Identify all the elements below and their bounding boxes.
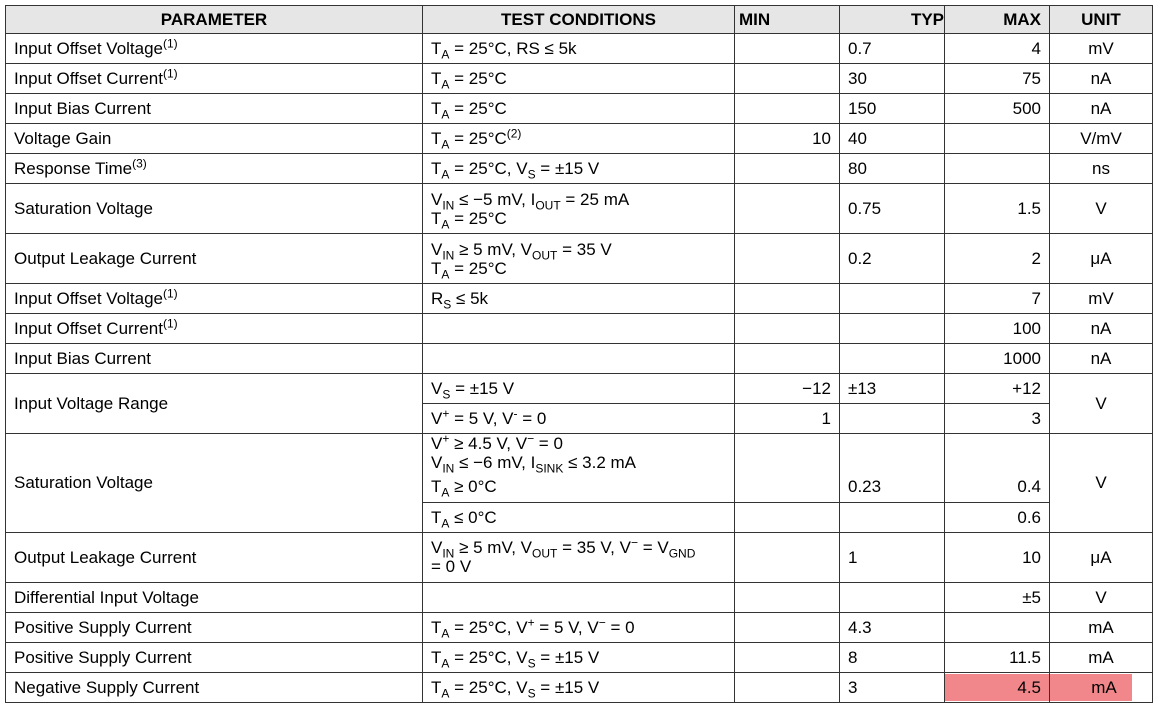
test-condition-cell [423, 314, 735, 344]
test-condition-cell: $T_A = 25^\circ C$, $V_S = \pm 15$ V [423, 672, 735, 702]
min-cell [735, 582, 840, 612]
unit-cell [1050, 672, 1153, 702]
test-condition-cell: $T_A = 25^\circ C$ [423, 94, 735, 124]
max-cell: 1000 [945, 344, 1050, 374]
param-name: Input Bias Current [14, 99, 152, 118]
param-cell [6, 64, 423, 94]
unit-cell: nA [1050, 314, 1153, 344]
max-cell: ±5 [945, 582, 1050, 612]
param-cell [6, 94, 423, 124]
min-cell [735, 64, 840, 94]
test-condition-cell: $V_S = \pm 15$ V [423, 374, 735, 404]
param-name: Input Offset Current [14, 319, 163, 338]
param-name: Saturation Voltage [14, 473, 153, 493]
param-cell [6, 34, 423, 64]
test-condition-cell: $T_A \ge 0^\circ C$ [423, 472, 735, 502]
param-name: Input Voltage Range [14, 394, 169, 413]
max-cell [945, 124, 1050, 154]
table-row [6, 234, 1153, 284]
cell-value: 3 [848, 677, 858, 697]
param-name: Input Offset Current [14, 69, 163, 88]
unit-cell: V [1050, 184, 1153, 234]
footnote-ref: (1) [162, 316, 178, 331]
test-condition-cell: $T_A = 25^\circ C$, V+ = 5 V, V− = 0 [423, 612, 735, 642]
footnote-ref: (1) [163, 36, 178, 51]
unit-cell: μA [1050, 532, 1153, 582]
typ-cell [840, 502, 945, 532]
max-cell: 10 [945, 532, 1050, 582]
table-row [6, 374, 1153, 404]
typ-cell [840, 672, 945, 702]
typ-cell: 80 [840, 154, 945, 184]
footnote-ref: (3) [132, 156, 147, 171]
min-cell: 10 [735, 124, 840, 154]
table-row [6, 314, 1153, 344]
max-cell: 100 [945, 314, 1050, 344]
min-cell [735, 472, 840, 502]
param-name: Response Time [14, 159, 133, 178]
max-cell: 7 [945, 284, 1050, 314]
max-cell: 1.5 [945, 184, 1050, 234]
param-name: Saturation Voltage [14, 199, 153, 218]
typ-cell: 0.7 [840, 34, 945, 64]
max-cell: 500 [945, 94, 1050, 124]
max-cell [945, 612, 1050, 642]
table-header-row [6, 6, 1153, 34]
max-cell: 3 [945, 404, 1050, 434]
min-cell [735, 234, 840, 284]
param-cell [6, 532, 423, 582]
max-cell: 0.6 [945, 502, 1050, 532]
typ-cell: 150 [840, 94, 945, 124]
electrical-characteristics-table [5, 5, 1153, 703]
param-cell [6, 284, 423, 314]
header-min: MIN [735, 6, 840, 34]
header-parameter: PARAMETER [6, 6, 423, 34]
test-condition-cell: $T_A = 25^\circ C$ [423, 64, 735, 94]
typ-cell [840, 314, 945, 344]
unit-cell: V [1050, 434, 1153, 533]
param-cell [6, 612, 423, 642]
test-condition-cell [423, 344, 735, 374]
min-cell [735, 642, 840, 672]
header-unit: UNIT [1050, 6, 1153, 34]
table-row [6, 532, 1153, 582]
test-condition-cell: $T_A = 25^\circ C$, $V_S = \pm 15$ V [423, 642, 735, 672]
param-name: Input Bias Current [14, 349, 152, 368]
typ-cell: ±13 [840, 374, 945, 404]
table-row [6, 184, 1153, 234]
max-cell: +12 [945, 374, 1050, 404]
test-condition-cell: $V_{IN} \le -5$ mV, $I_{OUT} = 25$ mA $T_A = 25^\circ C$ [423, 184, 735, 234]
unit-cell: nA [1050, 344, 1153, 374]
table-row [6, 434, 1153, 473]
param-cell [6, 234, 423, 284]
header-max: MAX [945, 6, 1050, 34]
min-cell [735, 154, 840, 184]
unit-cell: nA [1050, 64, 1153, 94]
typ-cell: 0.2 [840, 234, 945, 284]
header-test-conditions: TEST CONDITIONS [423, 6, 735, 34]
typ-cell: 0.75 [840, 184, 945, 234]
header-typ: TYP [840, 6, 945, 34]
min-cell [735, 184, 840, 234]
min-cell [735, 34, 840, 64]
test-condition-cell: $T_A = 25^\circ C$, RS ≤ 5k [423, 34, 735, 64]
max-cell: 2 [945, 234, 1050, 284]
typ-cell: 0.23 [840, 472, 945, 502]
typ-cell [840, 404, 945, 434]
unit-cell: mA [1050, 612, 1153, 642]
unit-cell: mV [1050, 284, 1153, 314]
typ-cell: 40 [840, 124, 945, 154]
param-cell [6, 344, 423, 374]
param-name: Differential Input Voltage [14, 587, 199, 607]
typ-cell: 30 [840, 64, 945, 94]
param-cell [6, 154, 423, 184]
test-condition-cell: $T_A = 25^\circ C^{(2)}$ [423, 124, 735, 154]
table-row [6, 642, 1153, 672]
param-name: Input Offset Voltage [14, 289, 164, 308]
table-row [6, 94, 1153, 124]
unit-cell: V [1050, 374, 1153, 434]
min-cell [735, 284, 840, 314]
param-name: Positive Supply Current [14, 617, 192, 637]
table-row [6, 34, 1153, 64]
test-condition-cell: $T_A = 25^\circ C$, $V_S = \pm 15$ V [423, 154, 735, 184]
test-condition-cell: $V_{IN} \ge 5$ mV, $V_{OUT} = 35$ V, $V^- = V_{GND}$ = 0 V [423, 532, 735, 582]
footnote-ref: (1) [162, 66, 178, 81]
typ-cell: 4.3 [840, 612, 945, 642]
param-name: Voltage Gain [14, 129, 112, 148]
param-cell [6, 374, 423, 434]
unit-cell: nA [1050, 94, 1153, 124]
param-cell [6, 672, 423, 702]
unit-cell: V [1050, 582, 1153, 612]
min-cell [735, 314, 840, 344]
cell-value: 4.5 [1017, 677, 1041, 697]
min-cell [735, 502, 840, 532]
table-row [6, 672, 1153, 702]
param-name: Negative Supply Current [14, 677, 200, 697]
cell-value: mA [1091, 677, 1117, 697]
max-cell: 75 [945, 64, 1050, 94]
table-row [6, 124, 1153, 154]
param-name: Output Leakage Current [14, 547, 197, 567]
test-condition-cell: $R_S \le 5k$ [423, 284, 735, 314]
table-row [6, 582, 1153, 612]
table-row [6, 64, 1153, 94]
table-row [6, 284, 1153, 314]
min-cell [735, 672, 840, 702]
param-name: Output Leakage Current [14, 249, 197, 268]
unit-cell: mV [1050, 34, 1153, 64]
param-cell [6, 642, 423, 672]
footnote-ref: (1) [163, 286, 178, 301]
min-cell: −12 [735, 374, 840, 404]
param-cell [6, 434, 423, 533]
typ-cell: 8 [840, 642, 945, 672]
max-cell [945, 154, 1050, 184]
table-row [6, 154, 1153, 184]
min-cell [735, 434, 840, 473]
test-condition-cell: $T_A \le 0^\circ C$ [423, 502, 735, 532]
typ-cell [840, 284, 945, 314]
unit-cell: V/mV [1050, 124, 1153, 154]
param-cell [6, 314, 423, 344]
min-cell [735, 532, 840, 582]
param-cell [6, 124, 423, 154]
min-cell [735, 94, 840, 124]
max-cell: 4 [945, 34, 1050, 64]
max-cell [945, 672, 1050, 702]
unit-cell: mA [1050, 642, 1153, 672]
min-cell [735, 612, 840, 642]
max-cell [945, 434, 1050, 473]
test-condition-cell [423, 582, 735, 612]
unit-cell: μA [1050, 234, 1153, 284]
param-cell [6, 184, 423, 234]
typ-cell: 1 [840, 532, 945, 582]
test-condition-cell: V+ ≥ 4.5 V, V− = 0 $V_{IN} \le -6$ mV, $I_{SINK} \le 3.2$ mA [423, 434, 735, 473]
max-cell: 11.5 [945, 642, 1050, 672]
typ-cell [840, 434, 945, 473]
test-condition-cell: $V_{IN} \ge 5$ mV, $V_{OUT} = 35$ V $T_A = 25^\circ C$ [423, 234, 735, 284]
min-cell: 1 [735, 404, 840, 434]
typ-cell [840, 344, 945, 374]
param-name: Positive Supply Current [14, 647, 192, 667]
typ-cell [840, 582, 945, 612]
table-row [6, 344, 1153, 374]
param-name: Input Offset Voltage [14, 39, 164, 58]
min-cell [735, 344, 840, 374]
test-condition-cell: V+ = 5 V, V- = 0 [423, 404, 735, 434]
param-cell [6, 582, 423, 612]
unit-cell: ns [1050, 154, 1153, 184]
max-cell: 0.4 [945, 472, 1050, 502]
table-row [6, 612, 1153, 642]
